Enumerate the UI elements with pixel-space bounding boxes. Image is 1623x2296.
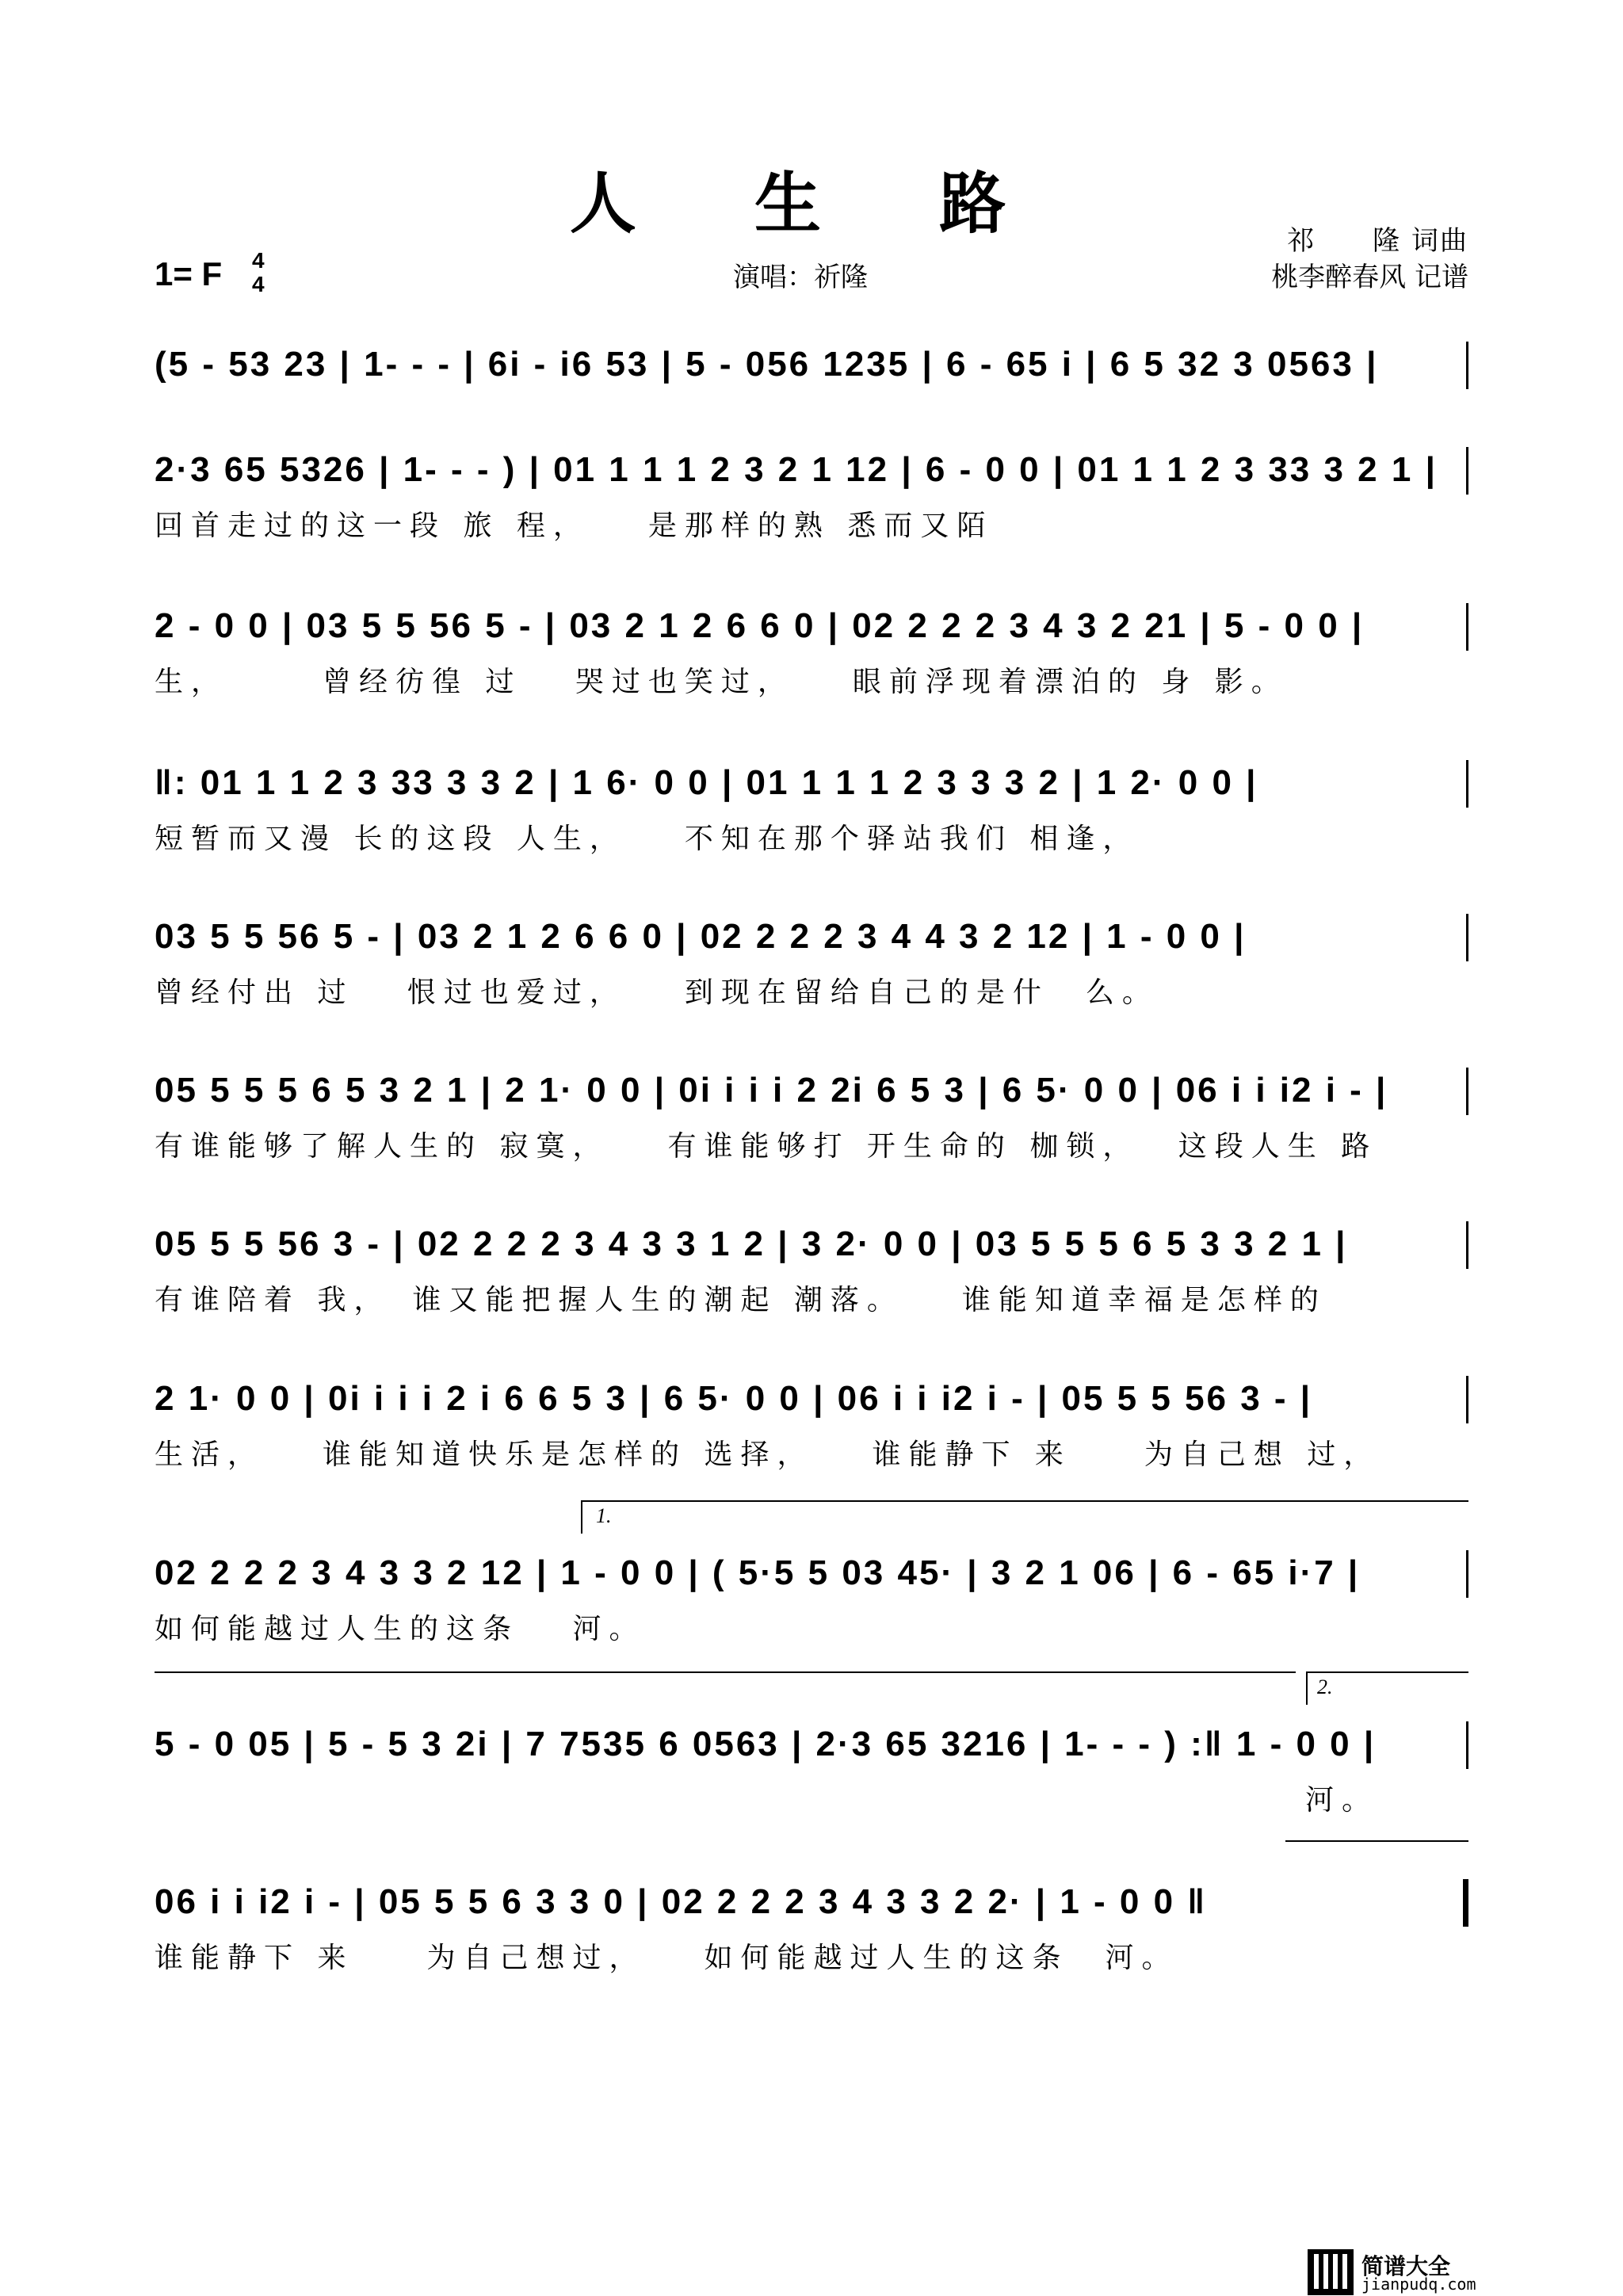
first-ending-bracket-continued bbox=[155, 1671, 1296, 1673]
notation-line: (5 - 53 23 | 1- - - | 6i - i6 53 | 5 - 056 1235 | 6 - 65 i | 6 5 32 3 0563 | bbox=[155, 345, 1379, 384]
notation-line: 2 1· 0 0 | 0i i i i 2 i 6 6 5 3 | 6 5· 0 0 | 06 i i i2 i - | 05 5 5 56 3 - | bbox=[155, 1379, 1313, 1418]
time-signature-top: 4 bbox=[252, 248, 265, 273]
notation-line: 03 5 5 56 5 - | 03 2 1 2 6 6 0 | 02 2 2 2 3 4 4 3 2 12 | 1 - 0 0 | bbox=[155, 917, 1247, 956]
key-signature: 1= F bbox=[155, 255, 223, 292]
second-ending-bracket-edge bbox=[1306, 1671, 1308, 1705]
score-row-10 bbox=[155, 1717, 1468, 1851]
lyrics-line: 短暂而又漫 长的这段 人生， 不知在那个驿站我们 相逢， bbox=[155, 823, 1140, 855]
notation-line: 5 - 0 05 | 5 - 5 3 2i | 7 7535 6 0563 | 2·3 65 3216 | 1- - - ) :‖ 1 - 0 0 | bbox=[155, 1725, 1377, 1763]
watermark-name: 简谱大全 bbox=[1361, 2253, 1451, 2279]
lyrics-line bbox=[155, 399, 1468, 443]
lyrics-line: 如何能越过人生的这条 河。 bbox=[155, 1613, 646, 1645]
score-row-5 bbox=[155, 909, 1468, 1044]
barline bbox=[1466, 447, 1468, 495]
notation-line: 05 5 5 5 6 5 3 2 1 | 2 1· 0 0 | 0i i i i 2 2i 6 5 3 | 6 5· 0 0 | 06 i i i2 i - | bbox=[155, 1071, 1388, 1110]
lyrics-line: 生活， 谁能知道快乐是怎样的 选择， 谁能静下 来 为自己想 过， bbox=[155, 1438, 1381, 1471]
notation-line: ‖: 01 1 1 2 3 33 3 3 2 | 1 6· 0 0 | 01 1 1 1 2 3 3 3 2 | 1 2· 0 0 | bbox=[155, 763, 1258, 802]
barline bbox=[1466, 1376, 1468, 1423]
lyrics-line: 回首走过的这一段 旅 程， 是那样的熟 悉而又陌 bbox=[155, 510, 994, 542]
piano-keys-icon bbox=[1308, 2249, 1354, 2295]
score-row-8 bbox=[155, 1371, 1468, 1506]
barline bbox=[1466, 603, 1468, 651]
composer-credit: 祁 隆 词曲 bbox=[1287, 225, 1468, 257]
lyrics-line: 有谁能够了解人生的 寂寞， 有谁能够打 开生命的 枷锁， 这段人生 路 bbox=[155, 1130, 1378, 1163]
second-ending-bracket-continued bbox=[1285, 1840, 1468, 1842]
score-row-11 bbox=[155, 1874, 1468, 2009]
barline bbox=[1466, 342, 1468, 389]
singer-credit: 演唱：祈隆 bbox=[733, 262, 868, 293]
notation-line: 2·3 65 5326 | 1- - - ) | 01 1 1 1 2 3 2 1 12 | 6 - 0 0 | 01 1 1 2 3 33 3 2 1 | bbox=[155, 450, 1438, 489]
time-signature bbox=[252, 249, 265, 296]
watermark-url: jianpudq.com bbox=[1361, 2275, 1476, 2294]
first-ending-label: 1. bbox=[596, 1504, 612, 1527]
score-row-9 bbox=[155, 1545, 1468, 1680]
score-row-7 bbox=[155, 1217, 1468, 1351]
lyrics-line: 谁能静下 来 为自己想过， 如何能越过人生的这条 河。 bbox=[155, 1942, 1178, 1974]
score-row-2 bbox=[155, 442, 1468, 577]
barline bbox=[1466, 760, 1468, 808]
transcriber-credit: 桃李醉春风 记谱 bbox=[1271, 262, 1468, 293]
lyrics-line: 曾经付出 过 恨过也爱过， 到现在留给自己的是什 么。 bbox=[155, 976, 1159, 1009]
notation-line: 02 2 2 2 3 4 3 3 2 12 | 1 - 0 0 | ( 5·5 5 03 45· | 3 2 1 06 | 6 - 65 i·7 | bbox=[155, 1553, 1361, 1592]
lyrics-line: 河。 bbox=[1305, 1784, 1379, 1817]
score-row-6 bbox=[155, 1063, 1468, 1198]
barline bbox=[1466, 1550, 1468, 1598]
first-ending-bracket-edge bbox=[581, 1500, 582, 1534]
barline bbox=[1466, 1068, 1468, 1115]
second-ending-bracket bbox=[1306, 1671, 1468, 1673]
song-title: 人 生 路 bbox=[569, 164, 1054, 243]
barline bbox=[1466, 1221, 1468, 1269]
lyrics-line: 有谁陪着 我， 谁又能把握人生的潮起 潮落。 谁能知道幸福是怎样的 bbox=[155, 1284, 1327, 1316]
score-row-4 bbox=[155, 755, 1468, 890]
notation-line: 06 i i i2 i - | 05 5 5 6 3 3 0 | 02 2 2 2 3 4 3 3 2 2· | 1 - 0 0 ‖ bbox=[155, 1882, 1208, 1921]
first-ending-bracket bbox=[581, 1500, 1468, 1502]
notation-line: 05 5 5 56 3 - | 02 2 2 2 3 4 3 3 1 2 | 3 2· 0 0 | 03 5 5 5 6 5 3 3 2 1 | bbox=[155, 1224, 1348, 1263]
time-signature-bottom: 4 bbox=[252, 272, 265, 296]
barline bbox=[1466, 914, 1468, 961]
final-barline bbox=[1463, 1879, 1468, 1927]
second-ending-label: 2. bbox=[1317, 1675, 1333, 1698]
lyrics-line: 生， 曾经彷徨 过 哭过也笑过， 眼前浮现着漂泊的 身 影。 bbox=[155, 666, 1288, 698]
notation-line: 2 - 0 0 | 03 5 5 56 5 - | 03 2 1 2 6 6 0 | 02 2 2 2 3 4 3 2 21 | 5 - 0 0 | bbox=[155, 606, 1365, 645]
barline bbox=[1466, 1721, 1468, 1769]
site-watermark bbox=[1308, 2249, 1617, 2295]
score-row-3 bbox=[155, 598, 1468, 733]
